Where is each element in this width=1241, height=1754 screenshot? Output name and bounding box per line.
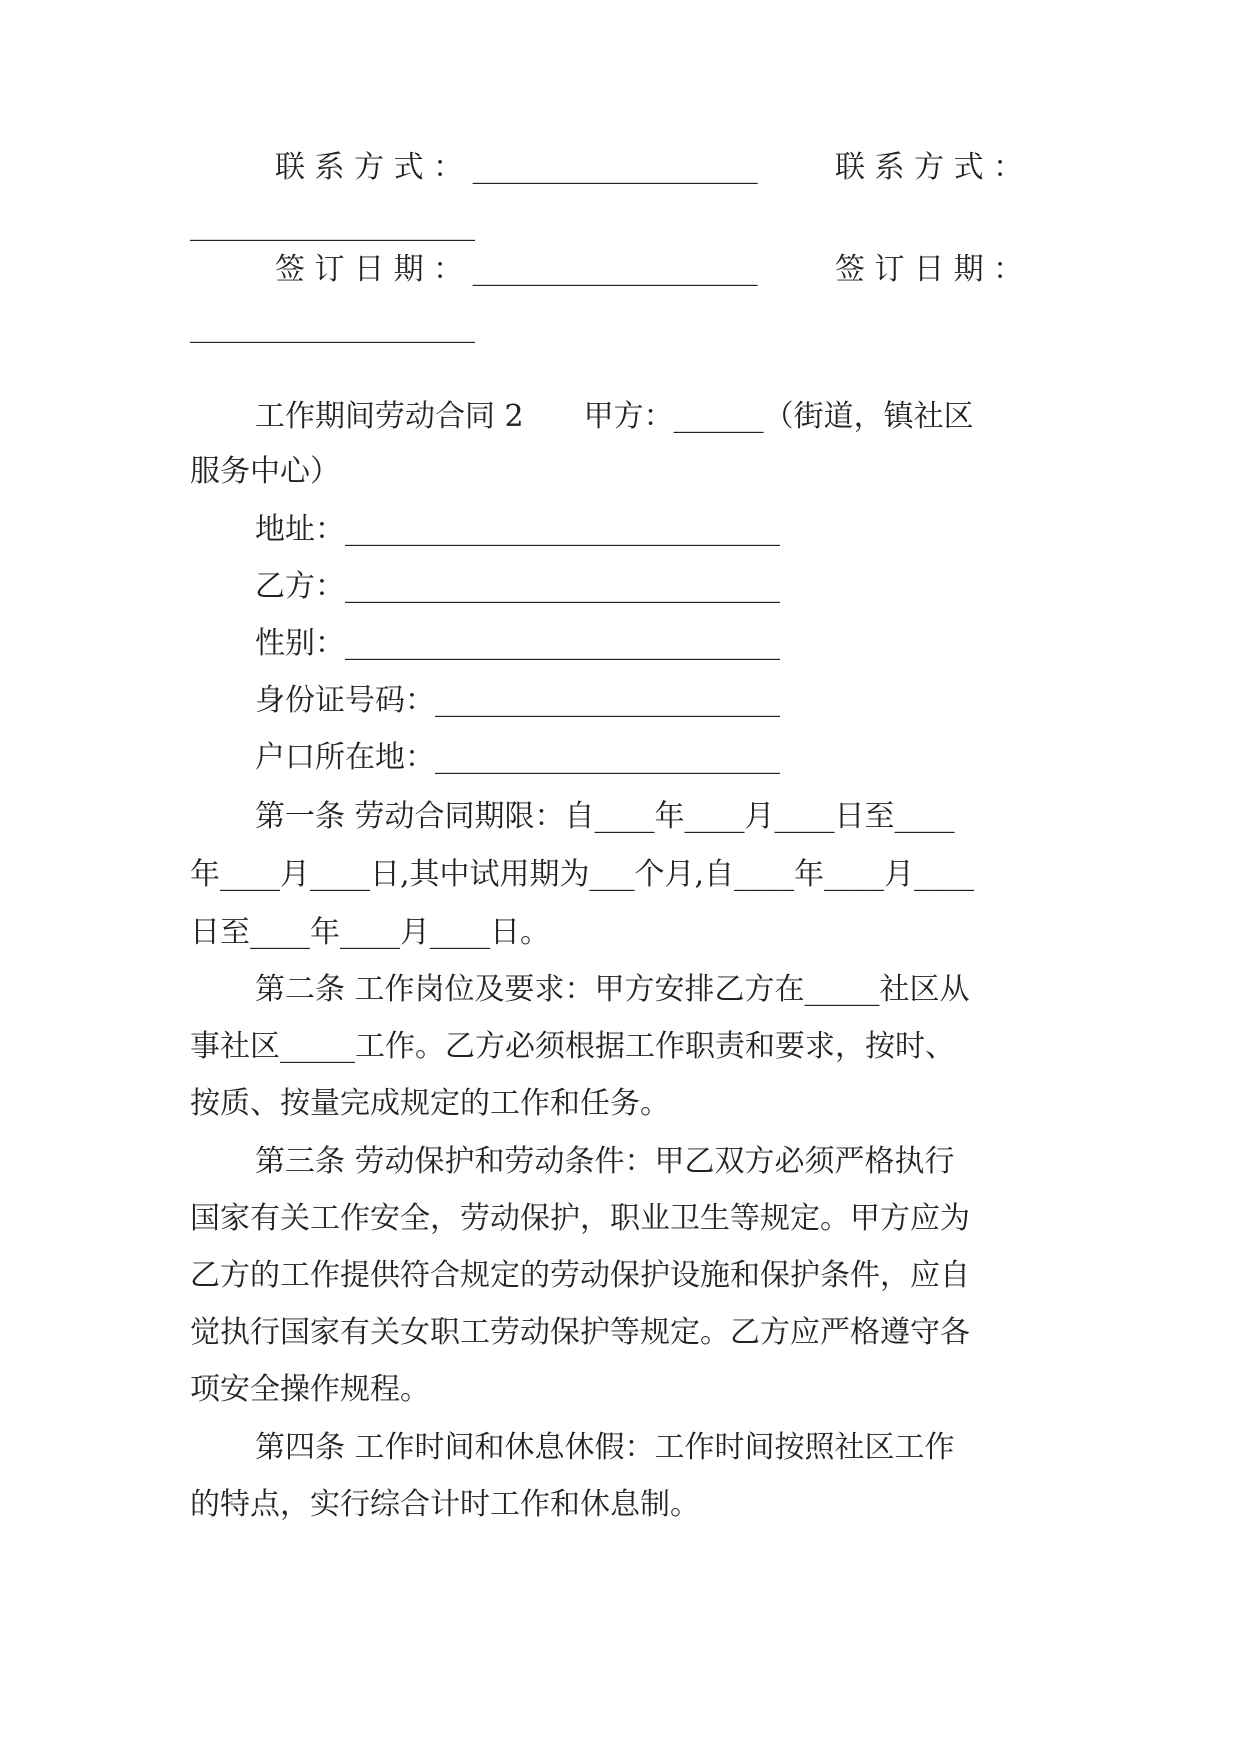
art1-line3: 日至____年____月____日。: [190, 915, 550, 950]
art2-line1: 第二条 工作岗位及要求：甲方安排乙方在_____社区从: [255, 972, 970, 1007]
art2-line3: 按质、按量完成规定的工作和任务。: [190, 1086, 670, 1121]
field-id-number: 身份证号码：_______________________: [255, 683, 780, 718]
art3-line5: 项安全操作规程。: [190, 1372, 430, 1407]
date-b: 签 订 日 期 ：: [835, 252, 1024, 287]
art4-line1: 第四条 工作时间和休息休假：工作时间按照社区工作: [255, 1430, 955, 1465]
art3-line1: 第三条 劳动保护和劳动条件：甲乙双方必须严格执行: [255, 1144, 955, 1179]
art1-line1: 第一条 劳动合同期限：自____年____月____日至____: [255, 799, 955, 834]
field-address: 地址：_____________________________: [255, 512, 780, 547]
contract-title-cont: 服务中心）: [190, 454, 340, 489]
date-a: 签 订 日 期 ： ___________________: [275, 252, 758, 287]
field-residence: 户口所在地：_______________________: [255, 740, 780, 775]
art1-line2: 年____月____日,其中试用期为___个月,自____年____月____: [190, 857, 975, 892]
art3-line4: 觉执行国家有关女职工劳动保护等规定。乙方应严格遵守各: [190, 1315, 970, 1350]
contract-title-line: 工作期间劳动合同 2 甲方：______（街道，镇社区: [255, 399, 974, 434]
contact-b-blank: ___________________: [190, 207, 475, 242]
date-b-blank: ___________________: [190, 309, 475, 344]
contact-a: 联 系 方 式 ： ___________________: [275, 150, 758, 185]
art4-line2: 的特点，实行综合计时工作和休息制。: [190, 1487, 700, 1522]
field-party-b: 乙方：_____________________________: [255, 569, 780, 604]
art3-line3: 乙方的工作提供符合规定的劳动保护设施和保护条件，应自: [190, 1258, 970, 1293]
art3-line2: 国家有关工作安全，劳动保护，职业卫生等规定。甲方应为: [190, 1201, 970, 1236]
art2-line2: 事社区_____工作。乙方必须根据工作职责和要求，按时、: [190, 1029, 955, 1064]
contact-b: 联 系 方 式 ：: [835, 150, 1024, 185]
field-gender: 性别：_____________________________: [255, 626, 780, 661]
